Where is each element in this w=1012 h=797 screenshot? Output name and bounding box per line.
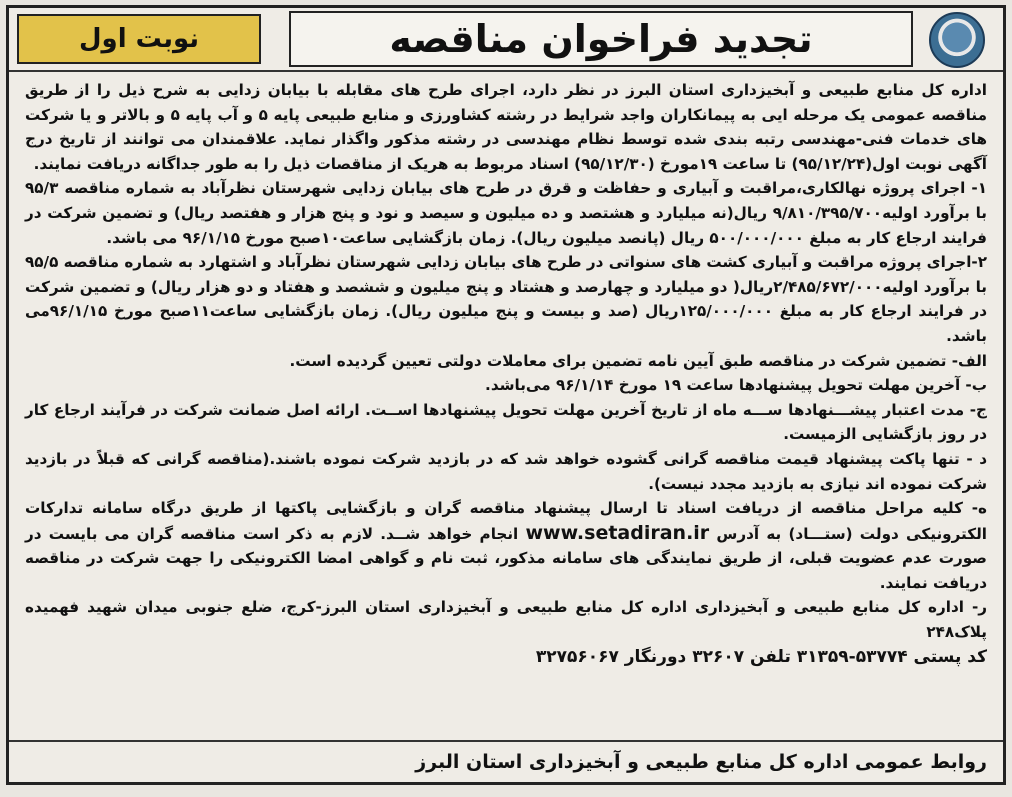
contact-line: کد پستی ۵۳۷۷۴-۳۱۳۵۹ تلفن ۳۲۶۰۷ دورنگار ۳۲۷۵۶۰۶۷	[535, 646, 987, 667]
clause-alef: الف- تضمین شرکت در مناقصه طبق آیین نامه تضمین برای معاملات دولتی تعیین گردیده است.	[289, 351, 987, 370]
clause-he-part1: ه- کلیه مراحل مناقصه از دریافت اسناد تا ارسال پیشنهاد مناقصه گران و بازگشایی پاکتها از طریق درگاه سامانه تدارکات الکترونیکی دولت (ستـــاد) به آدرس	[25, 499, 987, 543]
clause-jim: ج- مدت اعتبار پیشـــنهادها ســـه ماه از تاریخ آخرین مهلت تحویل پیشنهادها اســت. ارائه اصل ضمانت شرکت در فرآیند ارجاع کار در روز بازگشایی الزمیست.	[25, 400, 987, 444]
page-title: تجدید فراخوان مناقصه	[389, 17, 813, 61]
clause-re: ر- اداره کل منابع طبیعی و آبخیزداری اداره کل منابع طبیعی و آبخیزداری استان البرز-کرج، ضلع جنوبی میدان شهید فهمیده پلاک۲۴۸	[25, 598, 987, 642]
intro-paragraph: اداره کل منابع طبیعی و آبخیزداری استان البرز در نظر دارد، اجرای طرح های مقابله با بیابان زدایی به شرح ذیل را از طریق مناقصه عمومی یک مرحله ایی به پیمانکاران واجد شرایط در رشته کشاورزی و منابع طبیعی پایه ۵ و آب پایه ۵ و بالاتر و یا شرکت های خدمات فنی-مهندسی رتبه بندی شده توسط نظام مهندسی در رشته مذکور واگذار نماید. علاقمندان می توانند از تاریخ درج آگهی نوبت اول(۹۵/۱۲/۲۴) تا ساعت ۱۹مورخ (۹۵/۱۲/۳۰) اسناد مربوط به هریک از مناقصات ذیل را به طور جداگانه دریافت نمایند.	[25, 81, 987, 173]
clause-dal: د - تنها پاکت پیشنهاد قیمت مناقصه گرانی گشوده خواهد شد که در بازدید شرکت نموده باشند.(مناقصه گرانی که قبلاً در بازدید شرکت نموده اند نیازی به بازدید مجدد نیست).	[25, 449, 987, 493]
footer	[9, 740, 1003, 782]
title-box	[289, 11, 913, 67]
clause-he	[25, 496, 987, 595]
footer-text: روابط عمومی اداره کل منابع طبیعی و آبخیزداری استان البرز	[415, 751, 987, 773]
item-1-paragraph: ۱- اجرای پروژه نهالکاری،مراقبت و آبیاری و حفاظت و قرق در طرح های بیابان زدایی شهرستان نظرآباد به شماره مناقصه ۹۵/۳ با برآورد اولیه۹/۸۱۰/۳۹۵/۷۰۰ ریال(نه میلیارد و هشتصد و ده میلیون و سیصد و نود و پنج هزار و هفتصد ریال) و تضمین شرکت در فرایند ارجاع کار به مبلغ ۵۰۰/۰۰۰/۰۰۰ ریال (پانصد میلیون ریال). زمان بازگشایی ساعت۱۰صبح مورخ ۹۶/۱/۱۵ می باشد.	[25, 179, 988, 247]
clause-be: ب- آخرین مهلت تحویل پیشنهادها ساعت ۱۹ مورخ ۹۶/۱/۱۴ می‌باشد.	[485, 376, 987, 395]
round-label: نوبت اول	[78, 24, 200, 54]
item-2-paragraph: ۲-اجرای پروژه مراقبت و آبیاری کشت های سنواتی در طرح های بیابان زدایی شهرستان نظرآباد و اشتهارد به شماره مناقصه ۹۵/۵ با برآورد اولیه۲/۴۸۵/۶۷۲/۰۰۰ریال( دو میلیارد و چهارصد و هشتاد و پنج میلیون و ششصد و هفتاد و دو هزار ریال) و تضمین شرکت در فرایند ارجاع کار به مبلغ ۱۲۵/۰۰۰/۰۰۰ریال (صد و بیست و پنج میلیون ریال). زمان بازگشایی ساعت۱۱صبح مورخ ۹۶/۱/۱۵می باشد.	[24, 253, 987, 345]
clause-he-part2: انجام خواهد شــد. لازم به ذکر است مناقصه گران می بایست در صورت عدم عضویت قبلی، از طریق نمایندگی های سامانه مذکور، ثبت نام و گواهی امضا الکترونیکی را جهت شرکت در مناقصه دریافت نمایند.	[25, 524, 987, 592]
organization-seal-icon	[929, 12, 985, 68]
setad-website-link[interactable]: www.setadiran.ir	[525, 521, 710, 544]
round-badge	[17, 14, 261, 64]
header	[9, 8, 1003, 72]
tender-notice	[6, 5, 1006, 785]
notice-body	[9, 72, 1003, 669]
